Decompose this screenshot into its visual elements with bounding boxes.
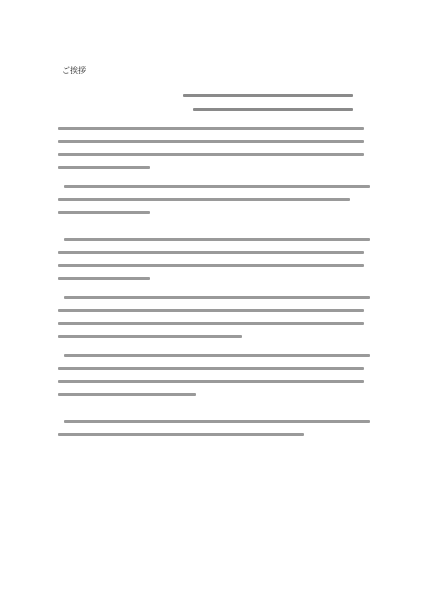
text-line <box>64 354 370 357</box>
text-line <box>64 185 370 188</box>
paragraph-closing <box>58 420 368 436</box>
text-line <box>58 277 150 280</box>
text-line <box>58 335 242 338</box>
text-line <box>58 367 364 370</box>
sender-block <box>173 94 353 122</box>
text-line <box>58 140 364 143</box>
paragraph-event <box>58 185 368 214</box>
text-line <box>58 433 304 436</box>
text-line <box>58 166 150 169</box>
text-line <box>58 127 364 130</box>
paragraph-venue <box>58 238 368 280</box>
text-line <box>58 380 364 383</box>
text-line <box>58 153 364 156</box>
text-line <box>58 198 350 201</box>
paragraph-amateur-radio <box>58 354 368 396</box>
text-line <box>58 251 364 254</box>
text-line <box>58 264 364 267</box>
document-body <box>58 127 368 452</box>
sender-name-line <box>193 108 353 111</box>
paragraph-opening <box>58 127 368 169</box>
text-line <box>58 322 364 325</box>
text-line <box>64 420 370 423</box>
text-line <box>64 296 370 299</box>
text-line <box>58 309 364 312</box>
text-line <box>58 393 196 396</box>
document-heading: ご挨拶 <box>62 66 86 75</box>
sender-organization-line <box>183 94 353 97</box>
paragraph-jarl <box>58 296 368 338</box>
text-line <box>58 211 150 214</box>
text-line <box>64 238 370 241</box>
